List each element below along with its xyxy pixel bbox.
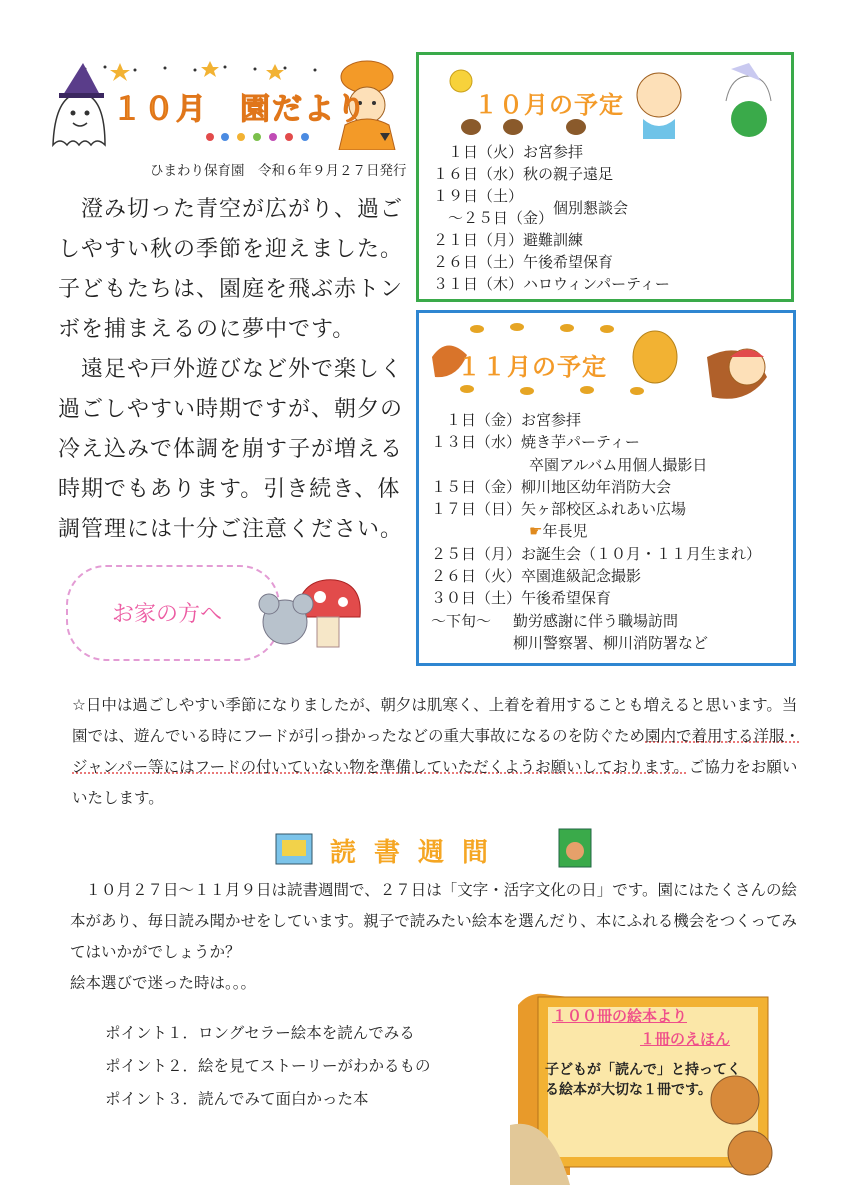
october-item: ２６日（土）午後希望保育 [433,253,614,271]
november-item: １５日（金）柳川地区幼年消防大会 [431,477,672,496]
november-item: １日（金）お宮参拝 [431,411,582,429]
book-heading-2: １冊のえほん [640,1030,731,1048]
october-item: ２１日（月）避難訓練 [433,231,584,249]
point-item: ポイント３．読んでみて面白かった本 [105,1090,369,1108]
notice-text-2: 園内で着用する洋服・ジャンパー等にはフードの付いていない物を準備していただくようお願いしております。 [72,727,801,776]
leaf-face-icon [633,331,677,383]
picture-book-icon [555,825,595,871]
october-item: １６日（水）秋の親子遠足 [433,165,614,183]
book-heading-1: １００冊の絵本より [552,1007,688,1025]
november-item: １７日（日）矢ヶ部校区ふれあい広場 [431,500,687,519]
reading-paragraph [70,875,810,999]
point-item: ポイント１．ロングセラー絵本を読んでみる [105,1024,415,1042]
november-item: １３日（水）焼き芋パーティー [431,433,640,452]
november-item: ２５日（月）お誕生会（１０月・１１月生まれ） [431,544,762,563]
ghost-icon [53,63,105,145]
notice-label: お家の方へ [112,602,223,627]
november-item: ３０日（土）午後希望保育 [431,589,612,608]
october-item: ～２５日（金）個別懇談会 [433,199,629,227]
reading-lead: 絵本選びで迷った時は。。。 [70,974,257,992]
october-list [433,141,670,295]
publisher-line: ひまわり保育園 令和６年９月２７日発行 [150,163,407,179]
november-list [431,409,761,654]
notice-text-3: ご協力をお願いいたします。 [72,758,798,807]
points-list [105,1017,431,1116]
october-item: １９日（土） [433,187,524,205]
october-item: ３１日（木）ハロウィンパーティー [433,275,670,293]
november-item: ☛年長児 [529,522,588,541]
notice-paragraph [72,690,812,814]
november-item: 卒園アルバム用個人撮影日 [529,455,708,474]
notice-text-1: ☆日中は過ごしやすい季節になりましたが、朝夕は肌寒く、上着を着用することも増えると思います。当園では、遊んでいる時にフードが引っ掛かったなどの重大事故になるのを防ぐため [72,696,798,745]
november-item: 柳川警察署、柳川消防署など [513,633,709,652]
point-item: ポイント２．絵を見てストーリーがわかるもの [105,1057,431,1075]
intro-text-1: 澄み切った青空が広がり、過ごしやすい秋の季節を迎えました。子どもたちは、園庭を飛ぶ赤トンボを捕まえるのに夢中です。 [58,197,404,342]
intro-paragraph [58,190,408,550]
book-message: 子どもが「読んで」と持ってくる絵本が大切な１冊です。 [545,1062,741,1098]
november-item: ２６日（火）卒園進級記念撮影 [431,567,642,586]
november-schedule-box [416,310,796,666]
november-title: １１月の予定 [457,353,607,381]
october-title: １０月の予定 [474,91,624,119]
october-schedule-box [416,52,794,302]
reading-text: １０月２７日～１１月９日は読書週間で、２７日は「文字・活字文化の日」です。園にはたくさんの絵本があり、毎日読み聞かせをしています。親子で読みたい絵本を選んだり、本にふれる機会をつくってみてはいかがでしょうか？ [70,881,797,961]
pointing-hand-icon: ☛ [529,522,543,541]
ghost-pumpkin-icon [726,63,771,137]
november-item: ～下旬～ 勤労感謝に伴う職場訪問 [431,611,679,630]
baby-icon [637,73,681,139]
mouse-mushroom-icon [255,572,365,662]
book-stack-icon [270,828,320,870]
reading-week-title: 読書週間 [330,838,507,868]
intro-text-2: 遠足や戸外遊びなど外で楽しく過ごしやすい時期ですが、朝夕の冷え込みで体調を崩す子が増える時期でもあります。引き続き、体調管理には十分ご注意ください。 [58,357,404,542]
sun-icon [450,70,472,92]
child-with-leaf-icon [707,349,767,399]
page-title: １０月 園だより [112,92,368,127]
acorn-row-icon [461,119,586,135]
october-item: １日（火）お宮参拝 [433,143,584,161]
